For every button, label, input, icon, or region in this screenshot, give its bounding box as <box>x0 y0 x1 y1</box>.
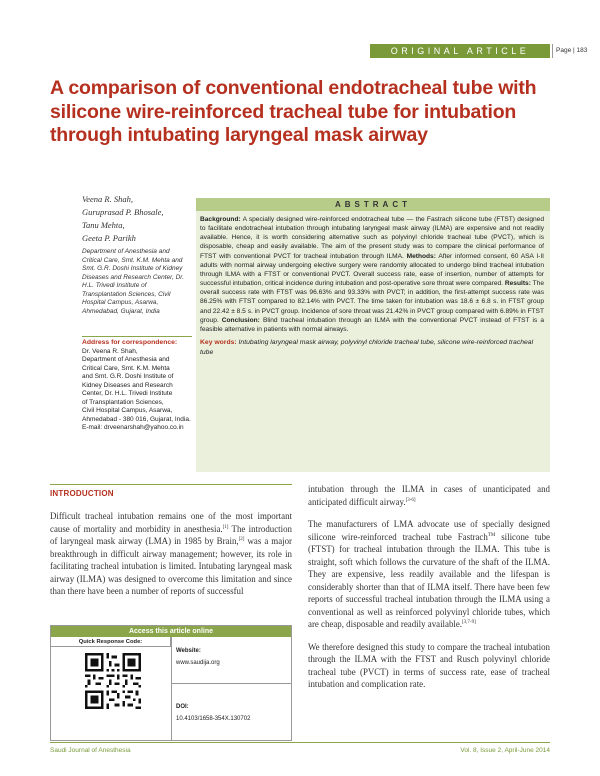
divider <box>171 683 292 684</box>
author-name: Veena R. Shah, <box>82 194 133 204</box>
article-title: A comparison of conventional endotracheal tube with silicone wire-reinforced tracheal tube for intubation through intubating laryngeal mask airway <box>50 77 537 146</box>
website-link[interactable]: www.saudija.org <box>176 660 220 666</box>
body-paragraph: We therefore designed this study to compare the tracheal intubation through the ILMA with the FTST and Rusch polyvinyl chloride tracheal tube (PVCT) in terms of success rate, ease of tracheal intubation and complication rate. <box>308 641 550 689</box>
body-paragraph <box>308 483 550 508</box>
introduction-heading: INTRODUCTION <box>50 489 114 498</box>
abstract-results-label: Results: <box>504 280 531 288</box>
affiliation: Department of Anesthesia and Critical Care, Smt. K.M. Mehta and Smt. G.R. Doshi Institute of Kidney Diseases and Research Center, Dr. H.L. Trivedi Institute of Transplantation Sciences, Civil Hospital Campus, Asarwa, Ahmedabad, Gujarat, India <box>82 248 185 315</box>
qr-label: Quick Response Code: <box>51 637 171 647</box>
divider <box>82 336 192 337</box>
abstract-results: The overall success rate with FTST was 96.63% and 93.33% with PVCT; in addition, the first-attempt success rate was 86.25% with FTST compared to 82.14% with PVCT. The time taken for intubation was 18.6 ± 6.8 s. in FTST group and 22.42 ± 8.5 s. in PVCT group. Incidence of sore throat was 21.42% in PVCT group compared with 6.89% in FTST group. <box>200 280 545 324</box>
author-block <box>82 193 190 316</box>
text-run: The manufacturers of LMA advocate use of specially designed silicone wire-reinforced tracheal tube Fastrach <box>308 519 550 542</box>
access-article-box <box>50 625 292 741</box>
abstract-heading: ABSTRACT <box>196 198 550 211</box>
body-right-column <box>308 483 550 701</box>
text-run: was a major breakthrough in difficult airway management; however, its role in facilitating tracheal intubation is limited. Intubating laryngeal mask airway (ILMA) was designed to overcome this limitation and since than there have been a number of reports of successful <box>50 536 292 596</box>
doi-link[interactable]: 10.4103/1658-354X.130702 <box>176 716 251 722</box>
author-name: Tanu Mehta, <box>82 220 125 230</box>
correspondence-email: E-mail: drveenarshah@yahoo.co.in <box>82 424 184 431</box>
body-paragraph <box>308 518 550 631</box>
abstract-box <box>196 198 550 472</box>
correspondence-line: Kidney Diseases and Research <box>82 381 173 389</box>
divider <box>50 484 292 485</box>
keywords <box>196 334 550 357</box>
correspondence-line: Department of Anesthesia and <box>82 356 170 363</box>
abstract-text <box>196 211 550 334</box>
abstract-background: A specially designed wire-reinforced endotracheal tube — the Fastrach silicone tube (FTST) designed to facilitate endotracheal intubation through intubating laryngeal mask airway (ILMA) are expensive and not readily available. Hence, it is worth considering alternative such as polyvinyl chloride tracheal tube (PVCT), which is disposable, cheap and easily available. The aim of the present study was to compare the clinical performance of FTST with conventional PVCT for tracheal intubation through ILMA. <box>200 216 545 260</box>
abstract-background-label: Background: <box>200 216 241 223</box>
correspondence-line: Center, Dr. H.L. Trivedi Institute <box>82 390 173 397</box>
access-heading: Access this article online <box>51 626 291 637</box>
text-run: silicone tube (FTST) for tracheal intubation through the ILMA. This tube is straight, soft which follows the curvature of the shaft of the ILMA. They are expensive, less readily available and the lifespan is considerably shorter than that of ILMA itself. There have been few reports of successful tracheal intubation through the ILMA using a conventional as well as reinforced polyvinyl chloride tubes, which are cheap, disposable and readily available. <box>308 531 550 629</box>
trademark: TM <box>487 532 496 538</box>
keywords-text: Intubating laryngeal mask airway, polyvinyl chloride tracheal tube, silicone wire-reinforced tracheal tube <box>200 339 534 356</box>
citation: [2] <box>238 537 245 543</box>
citation: [3-6] <box>405 497 416 503</box>
text-run: Difficult tracheal intubation remains one of the most important cause of mortality and morbidity in anesthesia. <box>50 511 292 534</box>
text-run: intubation through the ILMA in cases of unanticipated and anticipated difficult airway. <box>308 484 550 507</box>
citation: [1] <box>222 524 229 530</box>
abstract-methods: After informed consent, 60 ASA I-II adults with normal airway undergoing elective surgery were randomly allocated to undergo blind tracheal intubation through ILMA with a FTST or conventional PVCT. Overall success rate, ease of insertion, number of attempts for successful intubation, critical incidence during intubation and post-operative sore throat were compared. <box>200 252 545 288</box>
page-separator <box>552 44 553 58</box>
citation: [3,7-9] <box>462 620 476 626</box>
abstract-conclusion-label: Conclusion: <box>221 316 260 324</box>
introduction-paragraph <box>50 510 292 598</box>
page-number: Page | 183 <box>556 47 588 54</box>
author-name: Guruprasad P. Bhosale, <box>82 207 164 217</box>
footer-journal: Saudi Journal of Anesthesia <box>50 747 131 754</box>
correspondence-block <box>82 339 194 433</box>
website-label: Website: <box>176 648 201 654</box>
correspondence-heading: Address for correspondence: <box>82 339 178 346</box>
keywords-label: Key words: <box>200 339 237 347</box>
doi-label: DOI: <box>176 704 189 710</box>
footer-divider <box>50 742 550 743</box>
footer-issue: Vol. 8, Issue 2, April-June 2014 <box>460 747 550 754</box>
abstract-conclusion: Blind tracheal intubation through an ILMA with the conventional PVCT instead of FTST is a feasible alternative in patients with normal airways. <box>200 316 544 333</box>
text-run: The introduction of laryngeal mask airway (LMA) in 1985 by Brain, <box>50 523 292 546</box>
divider <box>171 637 172 741</box>
author-name: Geeta P. Parikh <box>82 233 136 243</box>
correspondence-line: Critical Care, Smt. K.M. Mehta <box>82 364 170 372</box>
qr-code-icon[interactable] <box>85 653 141 709</box>
abstract-methods-label: Methods: <box>406 252 436 260</box>
correspondence-line: Ahmedabad - 380 016, Gujarat, India. <box>82 415 191 423</box>
correspondence-line: Civil Hospital Campus, Asarwa, <box>82 407 173 414</box>
section-banner <box>370 44 550 58</box>
correspondence-line: Dr. Veena R. Shah, <box>82 347 138 355</box>
section-label: ORIGINAL ARTICLE <box>390 46 530 56</box>
correspondence-line: of Transplantation Sciences, <box>82 398 164 406</box>
correspondence-line: and Smt. G.R. Doshi Institute of <box>82 373 174 380</box>
